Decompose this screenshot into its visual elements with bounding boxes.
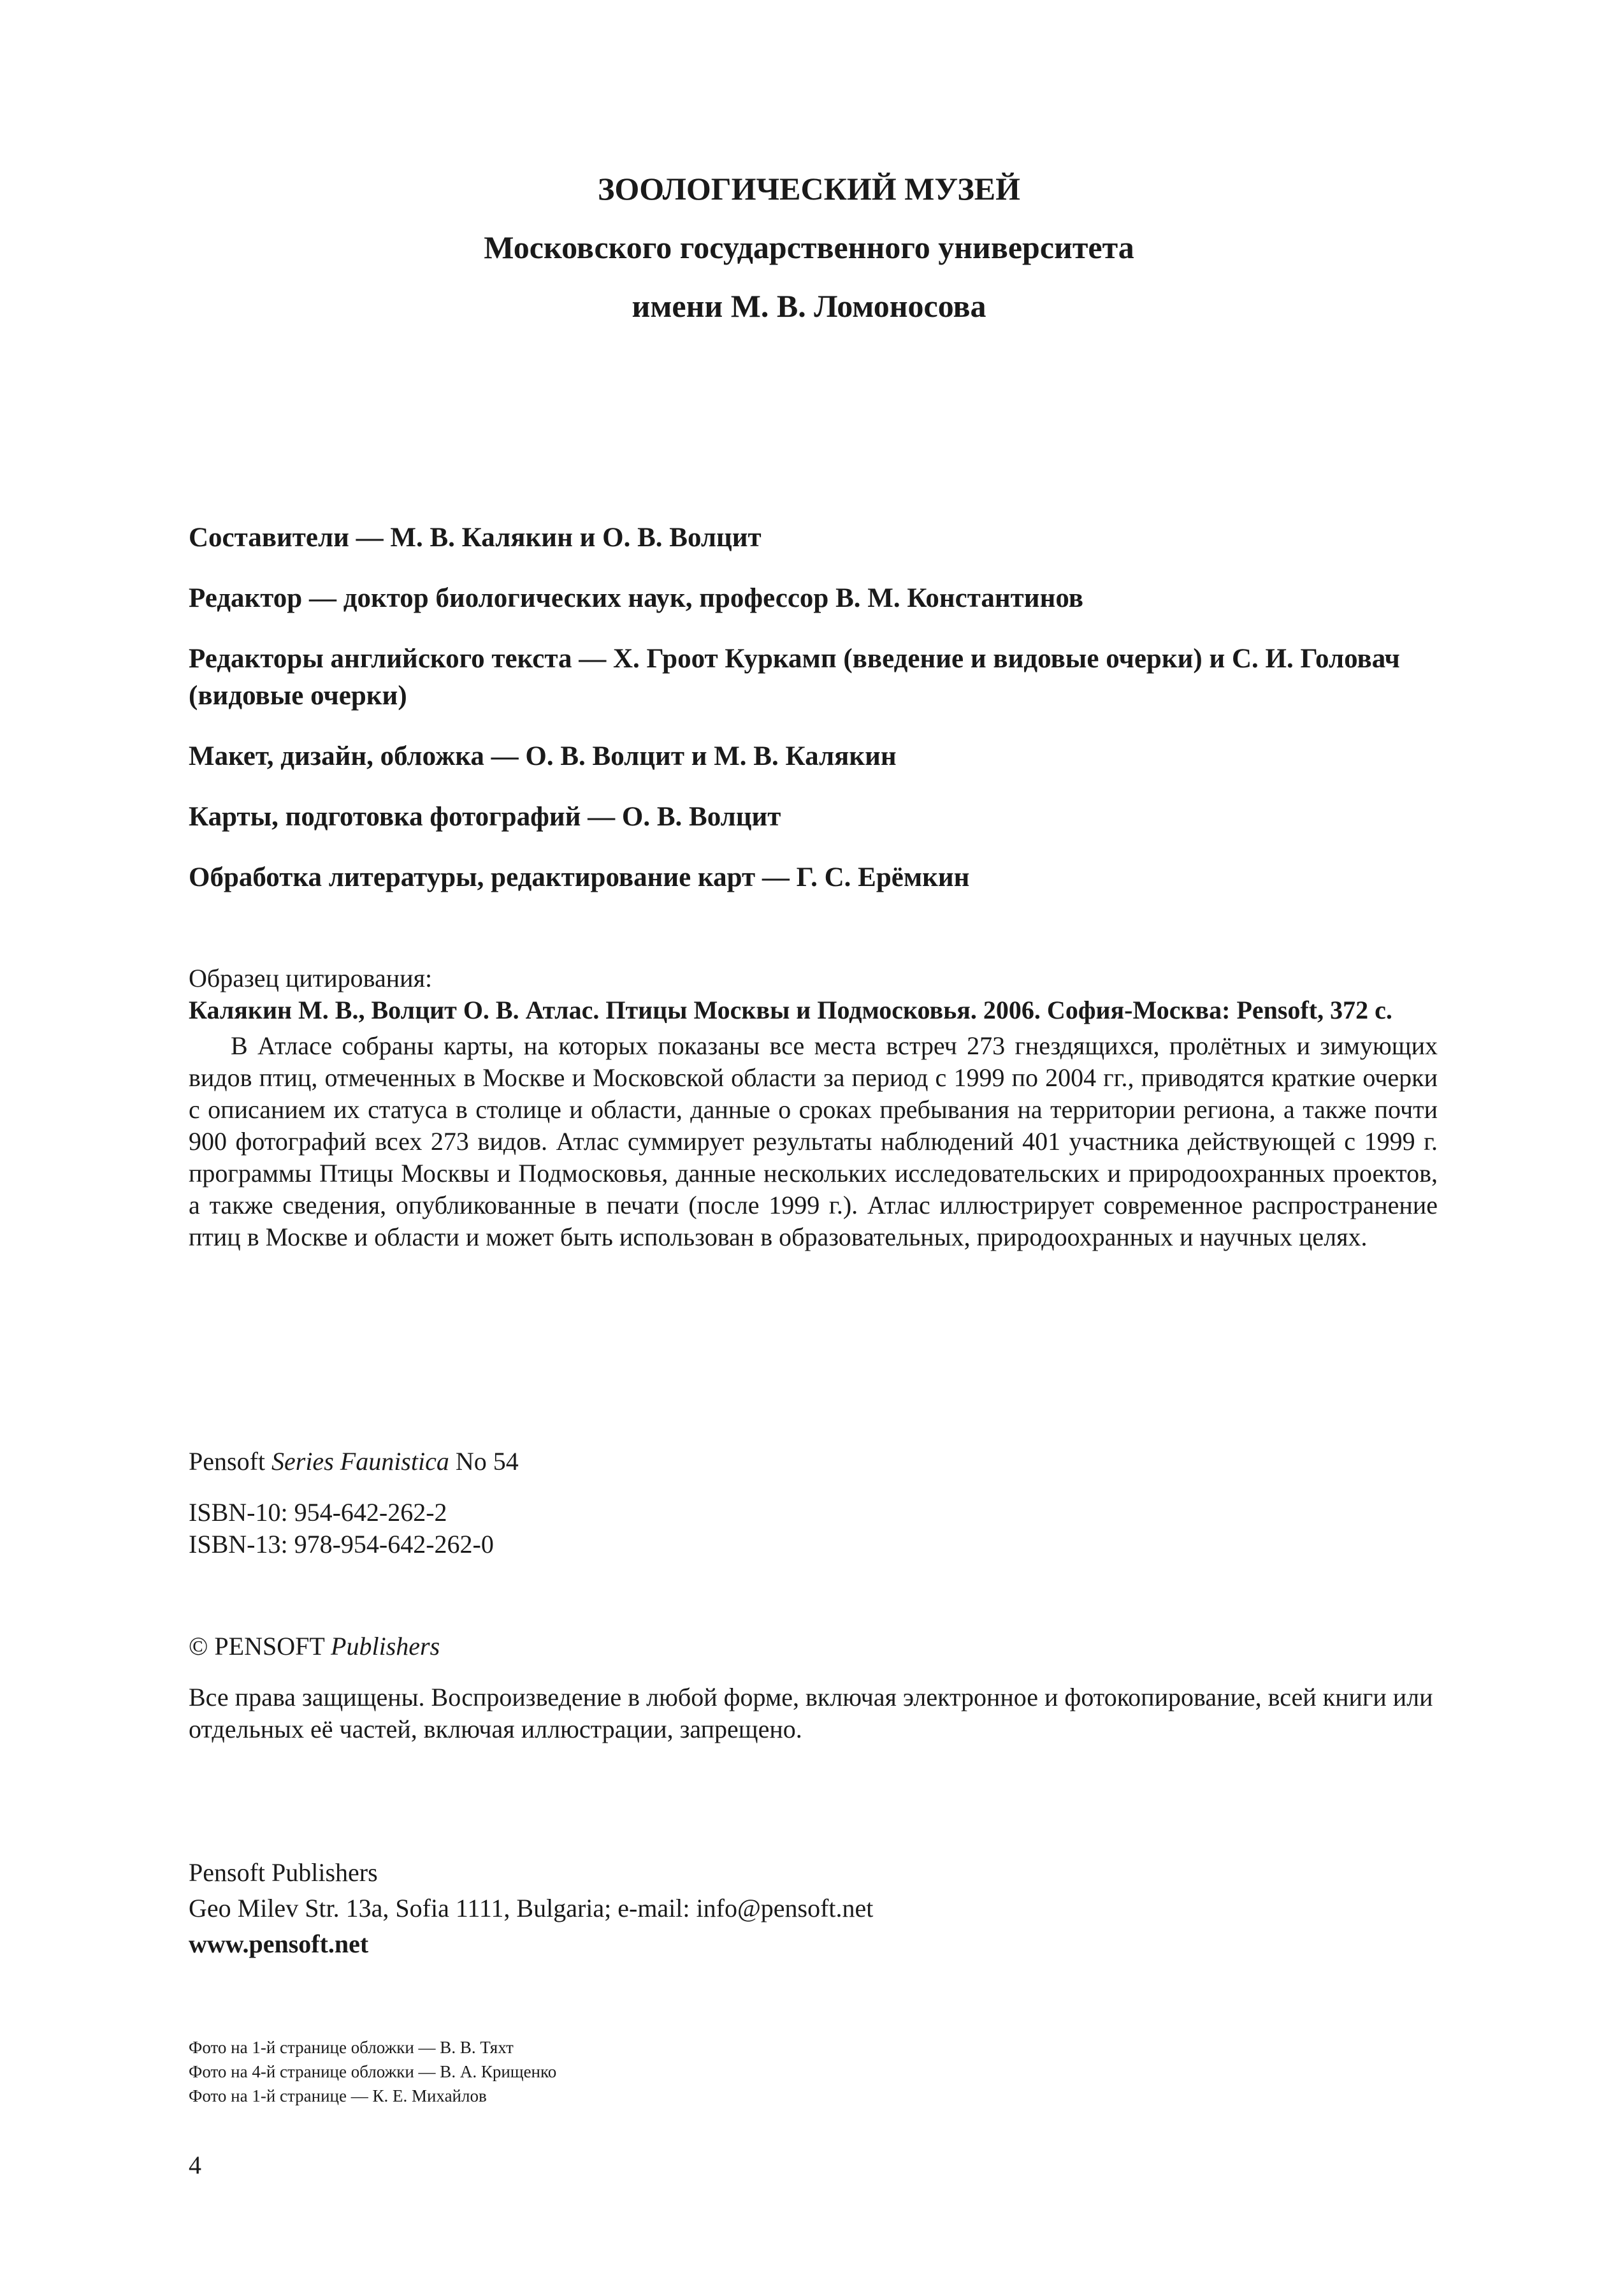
university-name: Московского государственного университета — [484, 229, 1134, 265]
credit-editor: Редактор — доктор биологических наук, профессор В. М. Константинов — [189, 583, 1084, 613]
rights-notice: Все права защищены. Воспроизведение в любой форме, включая электронное и фотокопирование, всей книги или отдельных её частей, включая иллюстрации, запрещено. — [189, 1683, 1433, 1743]
series-line — [189, 1446, 1438, 1478]
isbn-13: ISBN-13: 978-954-642-262-0 — [189, 1530, 494, 1559]
credit-maps-photos: Карты, подготовка фотографий — О. В. Волцит — [189, 802, 781, 832]
photo-credit-front-cover: Фото на 1-й странице обложки — В. В. Тяхт — [189, 2038, 514, 2057]
university-namesake: имени М. В. Ломоносова — [632, 288, 986, 324]
isbn-10: ISBN-10: 954-642-262-2 — [189, 1498, 447, 1527]
citation-label: Образец цитирования: — [189, 964, 433, 992]
citation-block — [189, 963, 1438, 1253]
photo-credit-back-cover: Фото на 4-й странице обложки — В. А. Крищенко — [189, 2062, 557, 2081]
publisher-address: Geo Milev Str. 13a, Sofia 1111, Bulgaria; e-mail: info@pensoft.net — [189, 1894, 874, 1922]
copyright-block — [189, 1631, 1438, 1745]
credit-literature-maps: Обработка литературы, редактирование карт — Г. С. Ерёмкин — [189, 862, 970, 892]
publisher-name: Pensoft Publishers — [189, 1858, 378, 1887]
credit-english-editors: Редакторы английского текста — Х. Гроот Куркамп (введение и видовые очерки) и С. И. Головач (видовые очерки) — [189, 644, 1400, 711]
series-block — [189, 1446, 1438, 1560]
isbn-block — [189, 1497, 1438, 1560]
series-prefix: Pensoft — [189, 1447, 265, 1476]
abstract-text: В Атласе собраны карты, на которых показаны все места встреч 273 гнездящихся, пролётных и зимующих видов птиц, отмеченных в Москве и Московской области за период с 1999 по 2004 гг., приводятся краткие очерки с описанием их статуса в столице и области, данные о сроках пребывания на территории региона, а также почти 900 фотографий всех 273 видов. Атлас суммирует результаты наблюдений 401 участника действующей с 1999 г. программы Птицы Москвы и Подмосковья, данные нескольких исследовательских и природоохранных проектов, а также сведения, опубликованные в печати (после 1999 г.). Атлас иллюстрирует современное распространение птиц в Москве и области и может быть использован в образовательных, природоохранных и научных целях. — [189, 1031, 1438, 1251]
copyright-line — [189, 1631, 1438, 1662]
photo-credits — [189, 2035, 1438, 2108]
credit-layout-design: Макет, дизайн, обложка — О. В. Волцит и М. В. Калякин — [189, 741, 897, 771]
series-number: No 54 — [455, 1447, 519, 1476]
page-number: 4 — [189, 2151, 201, 2179]
publisher-block — [189, 1855, 1438, 1962]
copyright-holder: © PENSOFT — [189, 1632, 325, 1660]
credits-block — [189, 520, 1438, 920]
museum-title: ЗООЛОГИЧЕСКИЙ МУЗЕЙ — [597, 171, 1021, 207]
citation-reference: Калякин М. В., Волцит О. В. Атлас. Птицы Москвы и Подмосковья. 2006. София-Москва: Pensoft, 372 с. — [189, 996, 1392, 1024]
publisher-website: www.pensoft.net — [189, 1929, 369, 1958]
museum-header — [0, 159, 1618, 335]
copyright-holder-italic: Publishers — [331, 1632, 440, 1660]
credit-compilers: Составители — М. В. Калякин и О. В. Волцит — [189, 523, 762, 553]
series-name: Series Faunistica — [271, 1447, 449, 1476]
photo-credit-first-page: Фото на 1-й странице — К. Е. Михайлов — [189, 2086, 487, 2105]
